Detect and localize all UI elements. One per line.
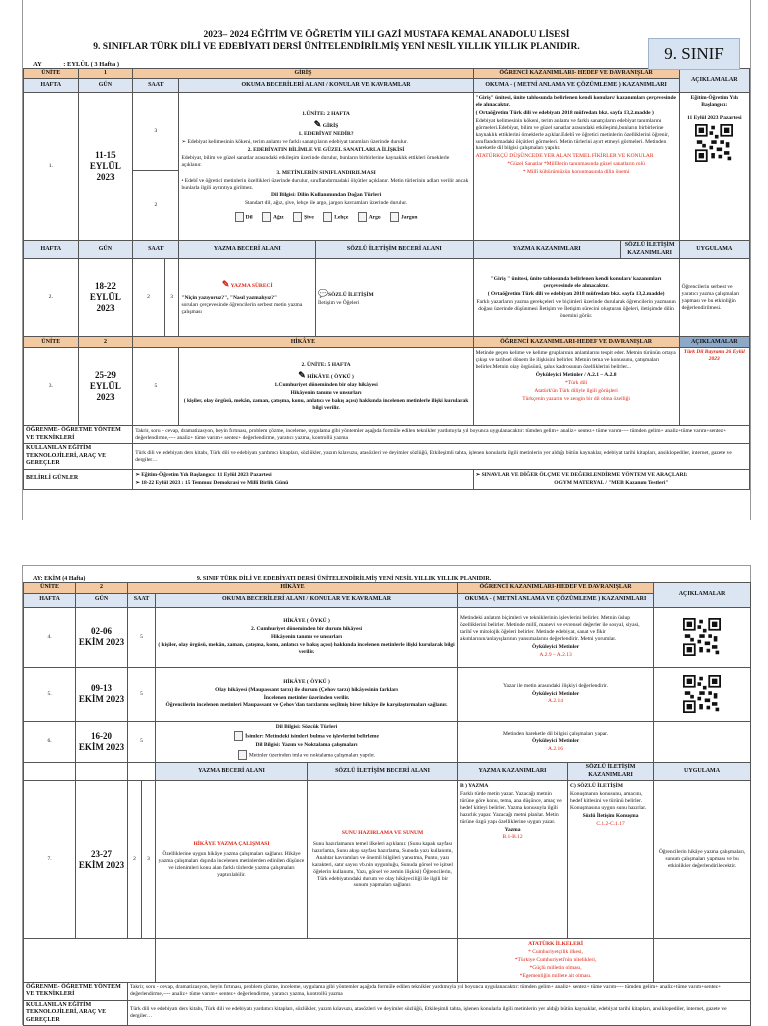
document-icon (323, 212, 332, 222)
col-saat-2: SAAT (133, 241, 179, 259)
kaz-intro: "Giriş " ünitesi, ünite tablosunda belirlenen kendi konuları/ kazanımları çerçevesinde ele alınacaktır. (490, 276, 662, 289)
qr-code-icon (695, 124, 733, 162)
sozlu-title: SUNU HAZIRLAMA VE SUNUM (341, 830, 424, 837)
giris-header: GİRİŞ (133, 68, 473, 79)
topic-3: Öğrencilerin incelenen metinleri Maupassant ve Çehov'dan tarzlarını seçilmiş birer hikâye ile karşılaştırmaları sağlanır. (165, 702, 448, 709)
aciklama-4 (654, 607, 751, 667)
kaz-red2: Atatürk'ün Türk diliyle ilgili görüşleri (534, 387, 618, 394)
kaz-mufredat: ( Ortaöğretim Türk dili ve edebiyatı 2018 müfredatı bkz. sayfa 13,2.madde ) (475, 110, 654, 116)
month-label: AY (33, 60, 42, 68)
plan-table-1 (23, 68, 750, 490)
kaz-text: Metindeki anlatım biçimleri ve tekniklerinin işlevlerini belirler. Metnin üslup özelliklerini belirler. Metinde millî, manevi ve evrensel değerler ile sosyal, siyasi, tarihî ve mitolojik öğeleri belirler. Metinde edebiyat, sanat ve fikir akımlarının/anlayışlarının yansımalarını değerlendirir. Metni yorumlar. (460, 615, 640, 642)
kaz-red1: ATATÜRKÇÜ DÜŞÜNCEDE YER ALAN TEMEL FİKİRLER VE KONULAR (475, 153, 654, 160)
month-line-2: AY: EKİM (4 Hafta) (33, 576, 86, 582)
s3-text: Edebî ve öğretici metinlerin özellikleri üzerinde durulur, sınıflandırmadaki ölçütler açıklanır. Metin türlerinin adları verilir ancak bunlarla ilgili ayrıntıya girilmez. (181, 177, 469, 191)
term: Ağız (273, 214, 284, 221)
kaz-text: Edebiyat kelimesinin kökeni, terim anlamı ve farklı sanatçıların edebiyat tanımlarını görmeleri.Edebiyat, bilim ve güzel sanatlar arasındaki etkileşimi,bunların birbirlerine kaynaklık ettiklerini örneklerle açıklar.Edebî ve öğretici metinlerin özelliklerini öğrenir, sınıflandırmadaki ölçütleri görmeleri. Metin türlerini ayırt etmeyi görmeleri. Metinden hareketle dil bilgisi çalışmaları yapılır. (475, 117, 670, 152)
yazma-kazanim-2 (473, 259, 679, 337)
dil-title-2: Dil Bilgisi: Yazım ve Noktalama çalışmaları (255, 742, 358, 749)
kaz-ref: A.2.16 (548, 746, 564, 753)
hafta-3: 3. (24, 348, 79, 426)
gun-4: 02-06 EKİM 2023 (76, 607, 128, 667)
col-yazma-kaz: YAZMA KAZANIMLARI (473, 241, 620, 259)
gun-3: 25-29 EYLÜL 2023 (78, 348, 133, 426)
kaz-red3: * Millî kültürümüzün korunmasında dilin önemi (522, 169, 630, 175)
pen-icon: ✎ (313, 119, 322, 130)
okuma-kazanim-6 (458, 721, 654, 763)
kaz-red3: Türkçenin yazarın ve zengin bir dil olma özelliği (522, 395, 630, 402)
col-yazma: YAZMA BECERİ ALANI (179, 241, 316, 259)
hafta-1: 1. (24, 93, 79, 241)
ogrenme-label-2: ÖĞRENME- ÖĞRETME YÖNTEM VE TEKNİKLERİ (24, 982, 128, 1000)
yazma-title: HİKÂYE YAZMA ÇALIŞMASI (193, 840, 270, 847)
yazma-title: YAZMA SÜRECİ (230, 283, 273, 290)
okuma-6 (156, 721, 458, 763)
yazma-kazanim-7 (458, 781, 568, 939)
okuma-4 (156, 607, 458, 667)
qr-code-icon (683, 618, 721, 656)
kullanilan-label: KULLANILAN EĞİTİM TEKNOLOJİLERİ, ARAÇ VE GEREÇLER (24, 444, 133, 470)
gun-6: 16-20 EKİM 2023 (76, 721, 128, 763)
gun-2: 18-22 EYLÜL 2023 (78, 259, 133, 337)
kaz-text: Farklı yazarların yazma gerekçeleri ve biçimleri üzerinde durularak öğrencilerin yazmanın doğası üzerinde düşünmesi İletişim ve İletişim sürecini oluşturan öğeleri, iletişimde dilin önemini görür. (476, 298, 676, 319)
belirli-2: 18-22 Eylül 2023 : 15 Temmuz Demokrasi ve Millî Birlik Günü (141, 479, 289, 486)
aciklamalar-header-2: AÇIKLAMALAR (654, 583, 751, 608)
dil-title: Dil Bilgisi: Dilin Kullanımından Doğan Türleri (271, 192, 382, 199)
col-saat: SAAT (133, 79, 179, 93)
kullanilan-text-2: Türk dili ve edebiyatı ders kitabı, Türk dili ve edebiyatı yardımcı kitapları, sözlükler, yazım kılavuzu, atasözleri ve deyimler sözlüğü, Etkileşimli tahta, işlenen konularla ilgili metinlerin yer aldığı bütün kaynaklar, edebiyat tarihi kitapları, ansiklopediler, internet, gazete ve dergiler… (128, 1000, 751, 1026)
dil-text-1: İsimler: Metindeki isimleri bulma ve işlevlerini belirleme (245, 733, 379, 740)
saat-1a: 3 (133, 93, 179, 171)
topic-3: ( kişiler, olay örgüsü, mekân, zaman, çatışma, konu, anlatıcı ve bakış açısı) hakkında incelenen metinlerle ilişki kurularak bilgi verilir. (158, 641, 455, 655)
aciklamalar-header: AÇIKLAMALAR (679, 68, 749, 93)
term: Lehçe (334, 214, 349, 221)
dil-text: Standart dil, ağız, şive, lehçe ile argo, jargon kavramları üzerinde durulur. (244, 200, 408, 207)
acik-date: 11 Eylül 2023 Pazartesi (687, 115, 742, 121)
blank-hafta (24, 763, 76, 781)
document-icon (238, 750, 247, 760)
col-sozlu-kaz: SÖZLÜ İLETİŞİM KAZANIMLARI (620, 241, 679, 259)
col-gun: GÜN (78, 79, 133, 93)
col-okuma-kazanim: OKUMA - ( METNİ ANLAMA VE ÇÖZÜMLEME ) KAZANIMLARI (458, 593, 654, 607)
unite2-label: ÜNİTE (24, 337, 79, 348)
unite2-num: 2 (78, 337, 133, 348)
page2-title: 9. SINIF TÜRK DİLİ VE EDEBİYATI DERSİ ÜNİTELENDİRİLMİŞ YENİ NESİL YILLIK YILLIK PLANIDIR. (196, 576, 492, 582)
unite2-kazanim: ÖĞRENCİ KAZANIMLARI-HEDEF VE DAVRANIŞLAR (473, 337, 679, 348)
col-uygulama: UYGULAMA (654, 763, 751, 781)
unite-hafta: 2. ÜNİTE: 5 HAFTA (301, 361, 351, 368)
acik-title: Eğitim-Öğretim Yılı Başlangıcı: (690, 95, 738, 109)
col-okuma: OKUMA BECERİLERİ ALANI / KONULAR VE KAVRAMLAR (156, 593, 458, 607)
document-icon (234, 731, 243, 741)
unite-hafta: 1.ÜNİTE: 2 HAFTA (302, 111, 350, 118)
speech-bubble-icon: 💬 (318, 288, 329, 298)
okuma-kazanim-4 (458, 607, 654, 667)
blank-left-7 (24, 939, 156, 982)
s3-title: 3. METİNLERİN SINIFLANDIRILMASI (276, 169, 376, 176)
ataturk-1: * Cumhuriyetçilik ilkesi, (528, 949, 583, 956)
saat-4: 5 (128, 607, 156, 667)
unite2-acik: AÇIKLAMALAR (679, 337, 749, 348)
topic-1: 2. Cumhuriyet döneminden bir durum hikâyesi (250, 626, 363, 633)
plan-page-2 (22, 565, 751, 1025)
okuma-kazanim-5 (458, 667, 654, 721)
col-hafta-2: HAFTA (24, 241, 79, 259)
kazanim-header: ÖĞRENCİ KAZANIMLARI- HEDEF VE DAVRANIŞLAR (473, 68, 679, 79)
hafta-2: 2. (24, 259, 79, 337)
okuma-kazanim-3 (473, 348, 679, 426)
kaz-ref: A.2.9 – A.2.13 (539, 651, 572, 658)
yazma-text: soruları çerçevesinde öğrencilerin serbest metin yazma çalışması (181, 302, 303, 316)
hikaye-title: HİKÂYE ( ÖYKÜ ) (307, 373, 354, 380)
ogrenme-label: ÖĞRENME- ÖĞRETME YÖNTEM VE TEKNİKLERİ (24, 426, 133, 444)
month-line (23, 61, 750, 68)
yazma-kaz-ref-title: Yazma (504, 826, 521, 833)
dil-text-2: Metinler üzerinden imla ve noktalama çalışmaları yapılır. (248, 752, 376, 759)
kaz-ref-title: Öyküleyici Metinler (531, 738, 580, 745)
grade-badge: 9. SINIF (648, 38, 740, 70)
kaz-text: Metinden hareketle dil bilgisi çalışmaları yapar. (503, 730, 609, 737)
kaz-intro: "Giriş" ünitesi, ünite tablosunda belirlenen kendi konuları/ kazanımları çerçevesinde ele alınacaktır. (475, 95, 676, 109)
kullanilan-text: Türk dili ve edebiyatı ders kitabı, Türk dili ve edebiyatı yardımcı kitapları, sözlükler, yazım kılavuzu, atasözleri ve deyimler sözlüğü, Etkileşimli tahta, işlenen konularla ilgili metinlerin yer aldığı bütün kaynaklar, edebiyat tarihi kitapları, ansiklopediler, internet, gazete ve dergiler… (133, 444, 750, 470)
saat-1b: 2 (133, 171, 179, 241)
aciklama-1 (679, 93, 749, 241)
hikaye-title: HİKÂYE ( ÖYKÜ ) (283, 618, 330, 625)
saat-7a: 2 (128, 781, 142, 939)
okuma-5 (156, 667, 458, 721)
kaz-ref-title: Öyküleyici Metinler (531, 690, 580, 697)
hikaye-title: HİKÂYE ( ÖYKÜ ) (283, 678, 330, 685)
gun-1: 11-15 EYLÜL 2023 (78, 93, 133, 241)
sozlu-2 (316, 259, 474, 337)
sinav-title: SINAVLAR VE DİĞER ÖLÇME VE DEĞERLENDİRME YÖNTEM VE ARAÇLARI: (481, 471, 688, 478)
kaz-red2: *Güzel Sanatlar *Millîlerin tanınmasında güzel sanatların rolü (507, 161, 645, 168)
unite-name-2: HİKÂYE (128, 583, 458, 594)
col-hafta: HAFTA (24, 593, 76, 607)
sinav-text: OGYM MATERYAL / "MEB Kazanım Testleri" (554, 479, 669, 486)
saat-5: 5 (128, 667, 156, 721)
document-icon (293, 212, 302, 222)
col-sozlu-kaz: SÖZLÜ İLETİŞİM KAZANIMLARI (568, 763, 654, 781)
col-gun: GÜN (76, 593, 128, 607)
term: Dil (245, 214, 253, 221)
col-saat: SAAT (128, 593, 156, 607)
kaz-mufredat: ( Ortaöğretim Türk dili ve edebiyatı 2018 müfredatı bkz. sayfa 13,2.madde) (487, 290, 665, 297)
term: Jargon (400, 214, 418, 221)
saat-3: 5 (133, 348, 179, 426)
saat-6: 5 (128, 721, 156, 763)
yazma-7 (156, 781, 308, 939)
plan-table-2 (23, 582, 751, 1026)
document-icon (390, 212, 399, 222)
col-okuma: OKUMA BECERİLERİ ALANI / KONULAR VE KAVRAMLAR (179, 79, 473, 93)
ataturk-2: *Türkiye Cumhuriyeti'nin nitelikleri, (514, 957, 597, 963)
col-uygulama: UYGULAMA (679, 241, 749, 259)
hafta-6: 6. (24, 721, 76, 763)
col-sozlu: SÖZLÜ İLETİŞİM BECERİ ALANI (316, 241, 474, 259)
pen-icon: ✎ (298, 369, 306, 380)
topic-2: Hikâyenin tanımı ve unsurları (290, 389, 362, 396)
uygulama-2: Öğrencilerin serbest ve yaratıcı yazma çalışmaları yapması ve bu etkinliğin değerlendirilmesi. (679, 259, 749, 337)
saat-7b: 3 (142, 781, 156, 939)
month-value: : EYLÜL ( 3 Hafta ) (63, 60, 119, 68)
aciklama-3: Türk Dil Bayramı 26 Eylül 2023 (679, 348, 749, 426)
blank-right-7 (654, 939, 751, 982)
term-list (181, 212, 470, 222)
uygulama-7: Öğrencilerin hikâye yazma çalışmaları, sunum çalışmaları yapması ve bu etkinlikler değerlendirilecektir. (654, 781, 751, 939)
topic-1: 1.Cumhuriyet döneminden bir olay hikâyesi (274, 382, 378, 389)
s2-text: Edebiyat, bilim ve güzel sanatlar arasındaki etkileşim üzerinde durulur, bunların birbirlerine kaynaklık ettikleri örneklerle açıklanır. (181, 155, 450, 168)
col-hafta: HAFTA (24, 79, 79, 93)
col-gun-2: GÜN (78, 241, 133, 259)
s2-title: 2. EDEBİYATIN BİLİMLE VE GÜZEL SANATLARLA İLİŞKİSİ (247, 147, 405, 154)
document-icon (262, 212, 271, 222)
term: Argo (368, 214, 381, 221)
yazma-2 (179, 259, 316, 337)
hafta-7: 7. (24, 781, 76, 939)
unite-label: ÜNİTE (24, 68, 79, 79)
ataturk-title: ATATÜRK İLKELERİ (528, 941, 583, 948)
document-icon (358, 212, 367, 222)
saat-2b: 3 (164, 259, 179, 337)
col-yazma-kaz: YAZMA KAZANIMLARI (458, 763, 568, 781)
kaz-ref: Öyküleyici Metinler / A.2.1 – A.2.8 (535, 371, 617, 378)
sozlu-text: Sunu hazırlamanın temel ilkeleri açıklanır. (Sunu kapak sayfası hazırlama, Sunu akışı sayfası hazırlama, Sunuda yazı kullanımı, Anahtar kavramları ve önemli bilgileri yansıtma, Punto, yazı karakteri, satır sayısı vb.nin uygunluğu, Sunuda görsel ve işitsel öğelerin kullanımı, Yazı, görsel ve zemin ilişkisi) Öğrencilerin, Türk edebiyatındaki durum ve olay hikâyeciliği ile ilgili bir sunum yapmaları sağlanır. (312, 841, 453, 889)
kazanim-header-2: ÖĞRENCİ KAZANIMLARI-HEDEF VE DAVRANIŞLAR (458, 583, 654, 594)
giris-title: GİRİŞ (322, 123, 339, 130)
sozlu-text: İletişim ve Öğeleri (318, 299, 360, 306)
pen-icon: ✎ (221, 279, 230, 290)
gun-7: 23-27 EKİM 2023 (76, 781, 128, 939)
saat-2a: 2 (133, 259, 165, 337)
unite-num: 1 (78, 68, 133, 79)
page-title-line1: 2023– 2024 EĞİTİM VE ÖĞRETİM YILI GAZİ MUSTAFA KEMAL ANADOLU LİSESİ (203, 30, 570, 40)
yazma-kaz-ref: B.1-B.12 (502, 834, 523, 841)
aciklama-5 (654, 667, 751, 721)
qr-code-icon (683, 675, 721, 713)
sozlu-kaz-text: Konuşmanın konusunu, amacını, hedef kitlesini ve türünü belirler. Konuşmasına uygun sunu hazırlar. (570, 791, 647, 811)
kullanilan-label-2: KULLANILAN EĞİTİM TEKNOLOJİLERİ, ARAÇ VE GEREÇLER (24, 1000, 128, 1026)
topic-3: ( kişiler, olay örgüsü, mekân, zaman, çatışma, konu, anlatıcı ve bakış açısı) hakkında incelenen metinlerle ilişki kurularak bilgi verilir. (183, 397, 469, 411)
sozlu-kaz-title: C) SÖZLÜ İLETİŞİM (570, 783, 623, 790)
topic-2: Hikâyenin tanımı ve unsurları (270, 634, 343, 641)
hafta-5: 5. (24, 667, 76, 721)
belirli-1: Eğitim-Öğretim Yılı Başlangıcı: 11 Eylül 2023 Pazartesi (141, 471, 272, 478)
kaz-ref-title: Öyküleyici Metinler (531, 643, 580, 650)
sozlu-7 (308, 781, 458, 939)
sozlu-kazanim-7 (568, 781, 654, 939)
ogrenme-text: Takrir, soru - cevap, dramatizasyon, beyin fırtınası, problem çözme, inceleme, uygulama gibi yöntemler aşağıda formüle edilen teknikler yardımıyla yıl boyunca uygulanacaktır: tümden gelim+ analiz+ sentez+ tüme varım---- tümden gelim+ analiz+tüme varım+sentez+ değerlendirme,---- analiz+ tüme varım+ sentez+ değerlendirme, yaratıcı yazma, kontrollü yazma (133, 426, 750, 444)
yazma-kaz-text: Farklı türde metin yazar. Yazacağı metnin türüne göre konu, tema, ana düşünce, amaç ve hedef kitleyi belirler. Yazma konusuyla ilgili hazırlık yapar. Yazacağı metni planlar. Metin türüne özgü yapı özelliklerine uygun yazar. (460, 791, 562, 825)
gun-5: 09-13 EKİM 2023 (76, 667, 128, 721)
yazma-kaz-title: B ) YAZMA (460, 783, 489, 790)
sozlu-title: SÖZLÜ İLETİŞİM (328, 291, 374, 298)
s1-text: Edebiyat kelimesinin kökeni, terim anlamı ve farklı sanatçıların edebiyat tanımları üzerinde durulur. (187, 139, 408, 146)
blank-gun (76, 763, 128, 781)
col-yazma: YAZMA BECERİ ALANI (156, 763, 308, 781)
ogrenme-text-2: Takrir, soru - cevap, dramatizasyon, beyin fırtınası, problem çözme, inceleme, uygulama gibi yöntemler aşağıda formüle edilen teknikler yardımıyla yıl boyunca uygulanacaktır: tümden gelim+ analiz+ sentez+ tüme varım---- tümden gelim+ analiz+tüme varım+sentez+ değerlendirme,---- analiz+ tüme varım+ sentez+ değerlendirme, yaratıcı yazma, kontrollü yazma (128, 982, 751, 1000)
okuma-1: 1.ÜNİTE: 2 HAFTA ✎ GİRİŞ 1. EDEBİYAT NEDİR? ➢ Edebiyat kelimesinin kökeni, terim anlamı ve farklı sanatçıların edebiyat tanımları üzerinde durulur. 2. EDEBİYATIN BİLİMLE VE GÜZEL SANATLARLA İLİŞKİSİ Edebiyat, bilim ve güzel sanatlar arasındaki etkileşim üzerinde durulur, bunların birbirlerine kaynaklık ettikleri örneklerle açıklanır. 3. METİNLERİN SINIFLANDIRILMASI • Edebî ve öğretici metinlerin özellikleri üzerinde durulur, sınıflandırmadaki ölçütler açıklanır. Metin türlerinin adları verilir ancak bunlarla ilgili ayrıntıya girilmez. Dil Bilgisi: Dilin Kullanımından Doğan Türleri Standart dil, ağız, şive, lehçe ile argo, jargon kavramları üzerinde durulur. Dil Ağız Şive Lehçe Argo Jargon (179, 93, 473, 241)
yazma-text-bold: "Niçin yazıyoruz?", "Nasıl yazmalıyız?" (181, 294, 278, 301)
blank-mid-7 (156, 939, 458, 982)
yazma-text: Özelliklerine uygun hikâye yazma çalışmaları sağlanır. Hikâye yazma çalışmaları dışında incelenen metinlerden edinilen düşünce ve izlenimleri konu alan farklı türlerde yazma çalışmaları yaptırılabilir. (158, 851, 305, 879)
aciklama-6 (654, 721, 751, 763)
belirli-label: BELİRLİ GÜNLER (24, 469, 133, 489)
hafta-4: 4. (24, 607, 76, 667)
page-title-line2: 9. SINIFLAR TÜRK DİLİ VE EDEBİYATI DERSİ ÜNİTELENDİRİLMİŞ YENİ NESİL YILLIK YILLIK PLANIDIR. (93, 41, 580, 52)
dil-title-1: Dil Bilgisi: Sözcük Türleri (275, 723, 338, 730)
ataturk-3: *Güçlü milletin olması, (529, 964, 582, 971)
col-sozlu: SÖZLÜ İLETİŞİM BECERİ ALANI (308, 763, 458, 781)
sinavlar: ➢ SINAVLAR VE DİĞER ÖLÇME VE DEĞERLENDİRME YÖNTEM VE ARAÇLARI: OGYM MATERYAL / "MEB Kazanım Testleri" (473, 469, 749, 489)
kaz-text: Metinde geçen kelime ve kelime gruplarının anlamlarını tespit eder. Metnin türünün ortaya çıkışı ve tarihsel dönem ile ilişkisini belirler. Metnin tema ve konusunu, çatışmaları belirler.Metnin olay örgüsünü, şahıs kadrosunun özelliklerini belirler... (475, 350, 676, 370)
ataturk-ilkeleri (458, 939, 654, 982)
ataturk-4: *Egemenliğin millete ait olması. (519, 972, 592, 979)
s1-title: 1. EDEBİYAT NEDİR? (298, 131, 354, 138)
unite-label-2: ÜNİTE (24, 583, 76, 594)
unite-num-2: 2 (76, 583, 128, 594)
kaz-ref: A.2.14 (548, 698, 564, 705)
topic-1: Olay hikâyesi (Maupassant tarzı) ile durum (Çehov tarzı) hikâyesinin farkları (215, 686, 398, 693)
plan-page-1 (22, 0, 751, 520)
kaz-red1: *Türk dili (565, 379, 588, 386)
unite2-name: HİKÂYE (133, 337, 473, 348)
topic-2: İncelenen metinler üzerinden verilir. (263, 694, 350, 701)
document-icon (235, 212, 244, 222)
sozlu-kaz-ref: C.1.2-C.1.17 (596, 820, 625, 827)
okuma-3 (179, 348, 473, 426)
col-okuma-kazanim: OKUMA - ( METNİ ANLAMA VE ÇÖZÜMLEME ) KAZANIMLARI (473, 79, 679, 93)
blank-saat (128, 763, 156, 781)
kaz-text: Yazar ile metin arasındaki ilişkiyi değerlendirir. (503, 682, 608, 689)
belirli-gunler: ➢ Eğitim-Öğretim Yılı Başlangıcı: 11 Eylül 2023 Pazartesi ➢ 18-22 Eylül 2023 : 15 Temmuz Demokrasi ve Millî Birlik Günü (133, 469, 473, 489)
sozlu-kaz-ref-title: Sözlü İletişim Konuşma (582, 812, 639, 819)
okuma-kazanim-1 (473, 93, 679, 241)
term: Şive (304, 214, 314, 221)
